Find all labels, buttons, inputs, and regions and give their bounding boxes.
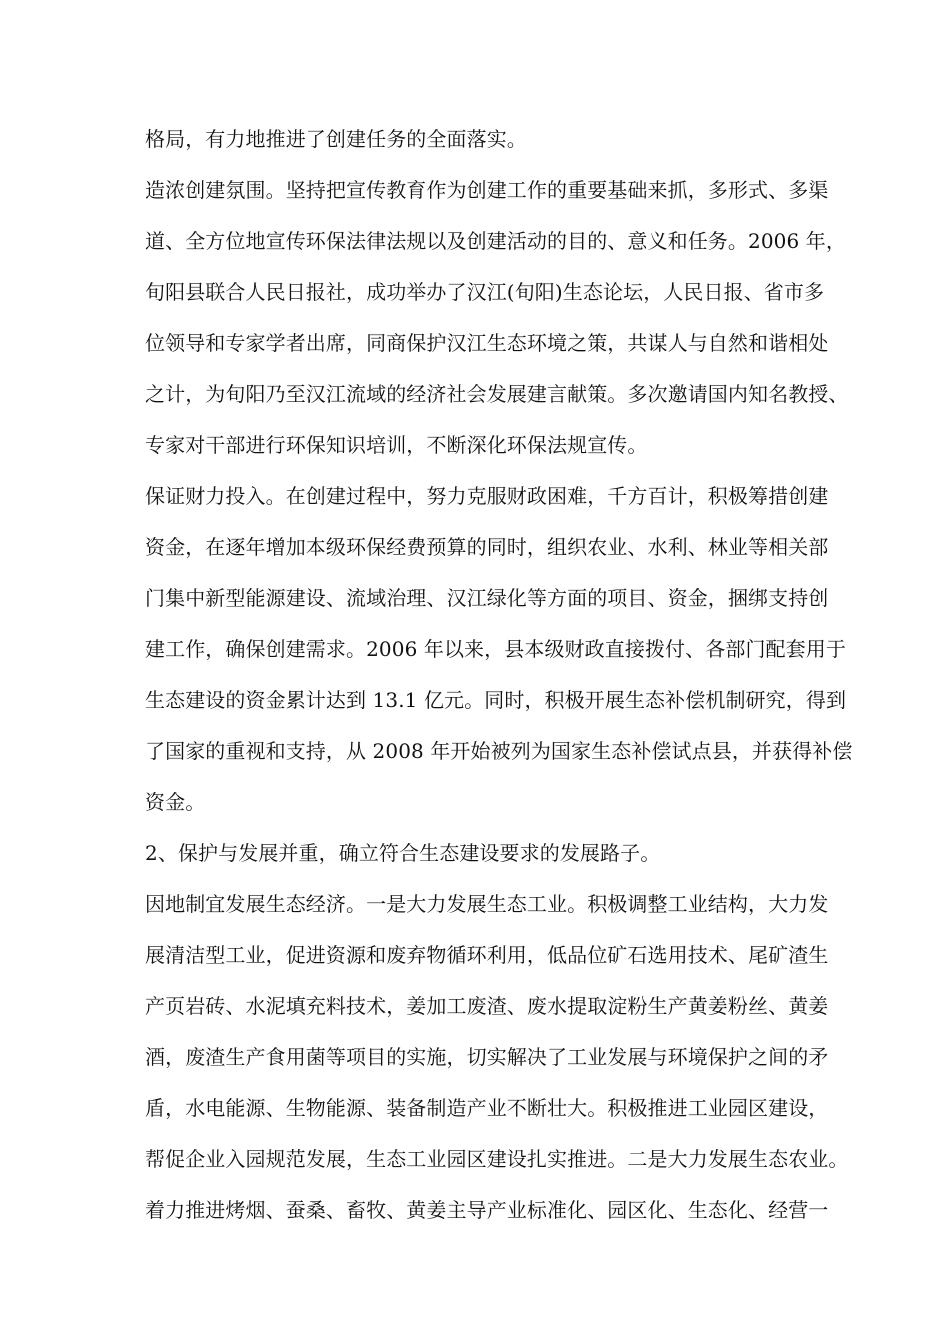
text-line: 旬阳县联合人民日报社，成功举办了汉江(旬阳)生态论坛，人民日报、省市多 bbox=[145, 280, 825, 304]
text-line: 着力推进烤烟、蚕桑、畜牧、黄姜主导产业标准化、园区化、生态化、经营一 bbox=[145, 1198, 829, 1222]
text-line: 帮促企业入园规范发展，生态工业园区建设扎实推进。二是大力发展生态农业。 bbox=[145, 1147, 849, 1171]
text-line: 了国家的重视和支持，从 2008 年开始被列为国家生态补偿试点县，并获得补偿 bbox=[145, 739, 853, 763]
text-line: 展清洁型工业，促进资源和废弃物循环利用，低品位矿石选用技术、尾矿渣生 bbox=[145, 943, 829, 967]
text-line: 资金，在逐年增加本级环保经费预算的同时，组织农业、水利、林业等相关部 bbox=[145, 535, 829, 559]
text-line: 盾，水电能源、生物能源、装备制造产业不断壮大。积极推进工业园区建设， bbox=[145, 1096, 829, 1120]
text-line: 酒，废渣生产食用菌等项目的实施，切实解决了工业发展与环境保护之间的矛 bbox=[145, 1045, 829, 1069]
text-line: 道、全方位地宣传环保法律法规以及创建活动的目的、意义和任务。2006 年， bbox=[145, 229, 846, 253]
text-line: 专家对干部进行环保知识培训，不断深化环保法规宣传。 bbox=[145, 433, 648, 457]
text-line: 产页岩砖、水泥填充料技术，姜加工废渣、废水提取淀粉生产黄姜粉丝、黄姜 bbox=[145, 994, 829, 1018]
text-line: 资金。 bbox=[145, 790, 206, 814]
section-heading: 2、保护与发展并重，确立符合生态建设要求的发展路子。 bbox=[145, 841, 661, 865]
text-line: 门集中新型能源建设、流域治理、汉江绿化等方面的项目、资金，捆绑支持创 bbox=[145, 586, 829, 610]
text-line: 生态建设的资金累计达到 13.1 亿元。同时，积极开展生态补偿机制研究，得到 bbox=[145, 688, 847, 712]
text-line: 建工作，确保创建需求。2006 年以来，县本级财政直接拨付、各部门配套用于 bbox=[145, 637, 846, 661]
text-line: 造浓创建氛围。坚持把宣传教育作为创建工作的重要基础来抓，多形式、多渠 bbox=[145, 178, 829, 202]
text-line: 保证财力投入。在创建过程中，努力克服财政困难，千方百计，积极筹措创建 bbox=[145, 484, 829, 508]
text-line: 位领导和专家学者出席，同商保护汉江生态环境之策，共谋人与自然和谐相处 bbox=[145, 331, 829, 355]
text-line: 因地制宜发展生态经济。一是大力发展生态工业。积极调整工业结构，大力发 bbox=[145, 892, 829, 916]
text-line: 之计，为旬阳乃至汉江流域的经济社会发展建言献策。多次邀请国内知名教授、 bbox=[145, 382, 849, 406]
text-line: 格局，有力地推进了创建任务的全面落实。 bbox=[145, 127, 527, 151]
